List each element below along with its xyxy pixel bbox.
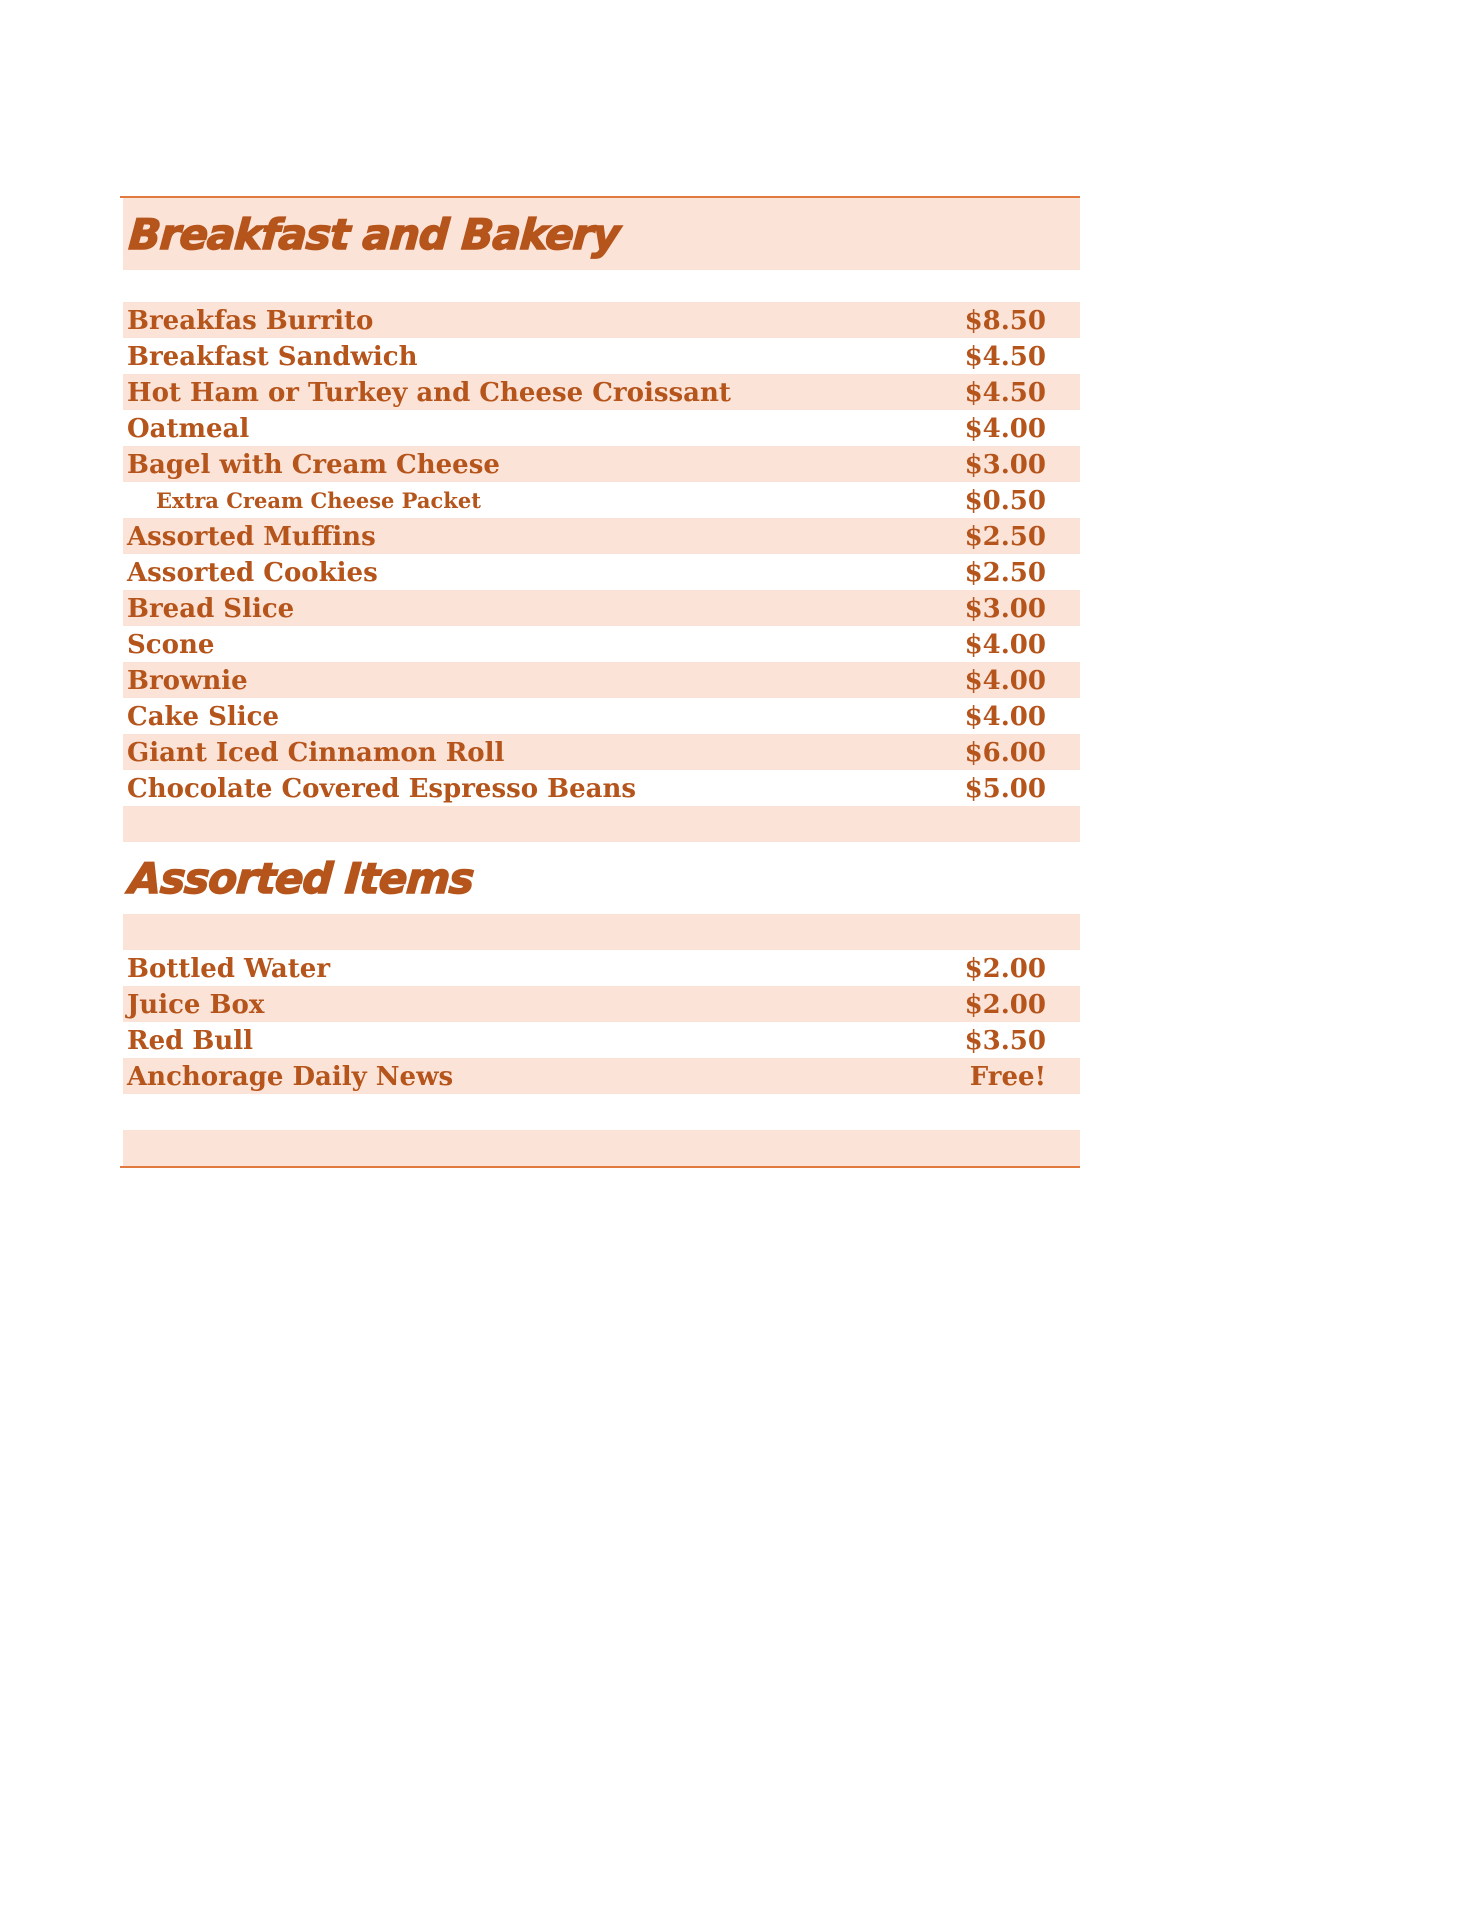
item-price: $6.00 [964, 738, 1046, 768]
menu-row [123, 590, 1080, 626]
item-name: Anchorage Daily News [127, 1062, 454, 1092]
item-name: Oatmeal [127, 414, 250, 444]
menu-row [123, 950, 1080, 986]
menu-row [123, 302, 1080, 338]
item-price: $8.50 [964, 306, 1046, 336]
item-price: $4.50 [964, 378, 1046, 408]
menu-row [123, 698, 1080, 734]
menu-row [123, 1022, 1080, 1058]
item-price: $4.00 [964, 630, 1046, 660]
menu-table [120, 196, 1080, 1168]
item-price: $5.00 [964, 774, 1046, 804]
item-price: $4.00 [964, 702, 1046, 732]
menu-row [123, 554, 1080, 590]
item-name: Brownie [127, 666, 248, 696]
menu-row [123, 734, 1080, 770]
item-name: Bottled Water [127, 954, 331, 984]
menu-row [123, 410, 1080, 446]
menu-row [123, 518, 1080, 554]
spacer [120, 270, 1080, 302]
item-price: $4.00 [964, 414, 1046, 444]
spacer-row [123, 914, 1080, 950]
item-price: $2.50 [964, 558, 1046, 588]
item-name: Bagel with Cream Cheese [127, 450, 500, 480]
section-header-breakfast [123, 198, 1080, 270]
item-name: Hot Ham or Turkey and Cheese Croissant [127, 378, 731, 408]
item-price: $3.00 [964, 450, 1046, 480]
item-name: Breakfas Burrito [127, 306, 374, 336]
item-name: Assorted Cookies [127, 558, 378, 588]
item-name: Giant Iced Cinnamon Roll [127, 738, 505, 768]
menu-row [123, 662, 1080, 698]
item-price: $3.50 [964, 1026, 1046, 1056]
menu-row [123, 770, 1080, 806]
item-name: Juice Box [127, 990, 265, 1020]
menu-row [123, 1058, 1080, 1094]
menu-row [123, 446, 1080, 482]
item-name: Extra Cream Cheese Packet [156, 488, 481, 513]
spacer-row [123, 1130, 1080, 1166]
item-name: Breakfast Sandwich [127, 342, 418, 372]
item-price: $2.50 [964, 522, 1046, 552]
menu-row [123, 374, 1080, 410]
item-name: Bread Slice [127, 594, 295, 624]
item-price: $2.00 [964, 954, 1046, 984]
item-price: $3.00 [964, 594, 1046, 624]
menu-row [123, 338, 1080, 374]
spacer-row [123, 1094, 1080, 1130]
section-title: Breakfast and Bakery [127, 209, 621, 259]
item-name: Scone [127, 630, 215, 660]
menu-row [123, 626, 1080, 662]
section-header-assorted [123, 842, 1080, 914]
item-price: $0.50 [964, 486, 1046, 516]
item-name: Cake Slice [127, 702, 280, 732]
section-title: Assorted Items [127, 853, 475, 903]
item-price: $4.00 [964, 666, 1046, 696]
item-name: Chocolate Covered Espresso Beans [127, 774, 637, 804]
item-price: Free! [969, 1062, 1046, 1092]
item-name: Assorted Muffins [127, 522, 376, 552]
menu-row-sub [123, 482, 1080, 518]
item-price: $2.00 [964, 990, 1046, 1020]
item-name: Red Bull [127, 1026, 254, 1056]
item-price: $4.50 [964, 342, 1046, 372]
menu-row [123, 986, 1080, 1022]
spacer-row [123, 806, 1080, 842]
